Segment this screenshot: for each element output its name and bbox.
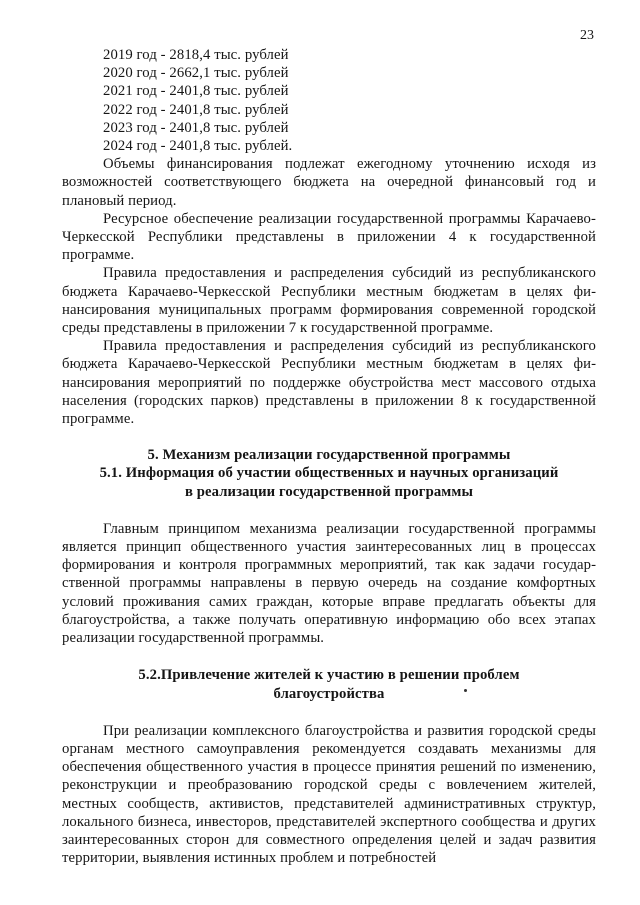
funding-year-2024: 2024 год - 2401,8 тыс. рублей. <box>103 138 293 155</box>
section-spacer <box>62 428 596 446</box>
paragraph-subsidy-rules-urban: Правила предоставления и распределения субсидий из республиканского бюджета Карачаево-Черкесской Республики местным бюджетам в целях финансирования муниципальных программ формирования современной городской среды представлены в приложении 7 к государственной программе. <box>62 265 596 337</box>
paragraph-complex-improvement: При реализации комплексного благоустройства и развития городской среды органам местного самоуправления рекомендуется создавать механизмы для обеспечения общественного участия в процессе принятия решений по изменению, реконструкции и преобразованию городской среды с вовлечением жителей, местных сообществ, активистов, представителей административных структур, локального бизнеса, инвесторов, представителей экспертного сообщества и других заинтересованных сторон для совместного определения целей и задач развития территории, выявления истинных проблем и потребностей <box>62 722 596 867</box>
heading-section-5: 5. Механизм реализации государственной программы <box>147 447 511 464</box>
funding-year-2022: 2022 год - 2401,8 тыс. рублей <box>103 101 289 118</box>
scan-dot-mark <box>464 689 467 692</box>
funding-years-list <box>62 46 596 155</box>
section-spacer <box>62 501 596 520</box>
paragraph-funding-adjustment: Объемы финансирования подлежат ежегодному уточнению исходя из возможностей соответствующего бюджета на очередной финансовый год и плановый период. <box>62 156 596 209</box>
section-spacer <box>62 647 596 666</box>
section-spacer <box>62 703 596 722</box>
paragraph-subsidy-rules-parks: Правила предоставления и распределения субсидий из республиканского бюджета Карачаево-Черкесской Республики местным бюджетам в целях финансирования мероприятий по поддержке обустройства мест массового отдыха населения (городских парков) представлены в приложении 8 к государственной программе. <box>62 338 596 428</box>
funding-year-2021: 2021 год - 2401,8 тыс. рублей <box>103 83 289 100</box>
page-number: 23 <box>580 28 594 43</box>
heading-section-5-1-line-2: в реализации государственной программы <box>184 483 474 500</box>
funding-year-2023: 2023 год - 2401,8 тыс. рублей <box>103 119 289 136</box>
document-content <box>62 46 596 867</box>
funding-year-2019: 2019 год - 2818,4 тыс. рублей <box>103 47 289 63</box>
heading-section-5-1-line-1: 5.1. Информация об участии общественных и научных организаций <box>99 465 559 482</box>
paragraph-main-principle: Главным принципом механизма реализации государственной программы является принцип общественного участия заинтересованных лиц в процессах формирования и контроля программных мероприятий, так как задачи государственной программы направлены в первую очередь на создание комфортных условий проживания самих граждан, которые вправе предлагать объекты для благоустройства, а также получать оперативную информацию обо всех этапах реализации государственной программы. <box>62 520 596 647</box>
heading-section-5-2-line-1: 5.2.Привлечение жителей к участию в решении проблем <box>138 667 520 684</box>
paragraph-resource-provision: Ресурсное обеспечение реализации государственной программы Карачаево-Черкесской Республики представлены в приложении 4 к государственной программе. <box>62 210 596 264</box>
funding-year-2020: 2020 год - 2662,1 тыс. рублей <box>103 65 289 82</box>
heading-section-5-2-line-2: благоустройства <box>273 685 385 702</box>
